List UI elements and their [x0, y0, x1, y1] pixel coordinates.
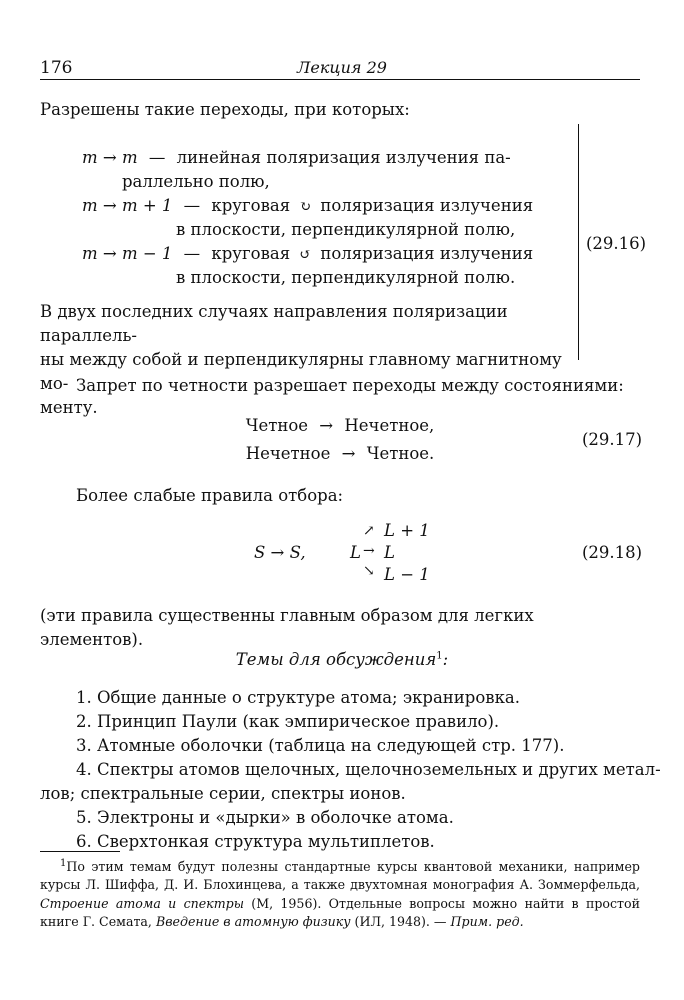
rule-continuation: в плоскости, перпендикулярной полю, [176, 219, 516, 239]
parity-rules [200, 414, 480, 466]
rules-29-16 [82, 146, 562, 290]
equation-number-29-17: (29.17) [582, 430, 643, 449]
up-arrow-icon: ↗ [363, 523, 375, 539]
l-minus-one: L − 1 [384, 565, 430, 584]
topics-colon: : [442, 650, 449, 669]
light-elements-note: (эти правила существенны главным образом для легких элементов). [40, 606, 534, 649]
running-title: Лекция 29 [297, 58, 387, 77]
rule-continuation: в плоскости, перпендикулярной полю. [176, 267, 516, 287]
header-rule [40, 79, 640, 80]
weaker-rules-intro: Более слабые правила отбора: [76, 486, 344, 505]
page-number: 176 [40, 58, 73, 78]
topics-title: Темы для обсуждения [235, 650, 437, 669]
arrow-icon: → [341, 443, 356, 463]
footnote [40, 858, 640, 931]
rule-dash: — [148, 148, 166, 167]
rule-lhs: m → m [82, 148, 138, 167]
polarization-paragraph [40, 300, 580, 420]
paragraph-line: В двух последних случаях направления поляризации параллель- [40, 302, 508, 345]
rule-text: круговая [211, 243, 291, 263]
rule-dash: — [183, 195, 201, 215]
equation-number-29-18: (29.18) [582, 543, 643, 562]
rule-dash: — [183, 243, 201, 263]
right-arrow-icon: → [363, 543, 375, 559]
list-item: 5. Электроны и «дырки» в оболочке атома. [76, 807, 454, 827]
footnote-rule [40, 851, 120, 852]
l-same: L [384, 543, 395, 562]
footnote-editor-note: Прим. ред. [450, 913, 524, 929]
footnote-book-title: Строение атома и спектры [40, 895, 244, 911]
parity-from: Нечетное [245, 443, 331, 463]
rule-m-m [82, 146, 562, 194]
down-arrow-icon: ↘ [363, 563, 375, 579]
topics-list [40, 686, 661, 853]
parity-rule [200, 414, 480, 438]
list-item: 3. Атомные оболочки (таблица на следующей стр. 177). [76, 735, 565, 755]
parity-to: Четное. [366, 443, 435, 463]
parity-intro: Запрет по четности разрешает переходы между состояниями: [76, 376, 624, 395]
parity-from: Четное [245, 416, 309, 435]
list-item-continuation: лов; спектральные серии, спектры ионов. [40, 783, 406, 803]
paragraph-line: ны между собой и перпендикулярны главному магнитному мо- [40, 349, 562, 393]
rule-m-plus [82, 194, 562, 242]
rule-m-minus [82, 242, 562, 290]
list-item: 4. Спектры атомов щелочных, щелочноземельных и других метал- [76, 759, 661, 779]
rule-text: круговая [211, 195, 291, 215]
footnote-text: (М, 1956). Отдельные вопросы можно найти в простой книге Г. Семата, [40, 895, 640, 929]
l-plus-one: L + 1 [384, 521, 430, 540]
counterclockwise-circle-icon: ↺ [299, 246, 312, 263]
rule-text: поляризация излучения [320, 195, 534, 215]
footnote-text: По этим темам будут полезны стандартные курсы квантовой механики, например курсы Л. Шиффа, Д. И. Блохинцева, а также двухтомная монография А. Зоммерфельда, [40, 859, 640, 893]
equation-number-29-16: (29.16) [586, 234, 647, 253]
rule-text: линейная поляризация излучения па- [176, 148, 511, 167]
l-source: L [350, 543, 361, 562]
rule-lhs: m → m + 1 [82, 195, 173, 215]
paragraph-line: менту. [40, 397, 98, 417]
parity-rule [200, 442, 480, 466]
rule-continuation: раллельно полю, [122, 171, 270, 191]
list-item: 1. Общие данные о структуре атома; экранировка. [76, 688, 520, 707]
footnote-ref: 1 [436, 650, 443, 662]
intro-text: Разрешены такие переходы, при которых: [40, 100, 410, 119]
list-item: 2. Принцип Паули (как эмпирическое правило). [76, 711, 500, 731]
clockwise-circle-icon: ↻ [299, 198, 312, 215]
footnote-mark: 1 [60, 857, 67, 869]
rule-text: поляризация излучения [320, 243, 534, 263]
topics-heading [0, 648, 684, 672]
list-item: 6. Сверхтонкая структура мультиплетов. [76, 831, 435, 851]
parity-to: Нечетное, [344, 416, 435, 435]
footnote-text: (ИЛ, 1948). — [350, 913, 451, 929]
footnote-book-title: Введение в атомную физику [155, 913, 351, 929]
arrow-icon: → [319, 416, 334, 435]
s-rule: S → S, [254, 543, 306, 562]
rule-lhs: m → m − 1 [82, 243, 173, 263]
